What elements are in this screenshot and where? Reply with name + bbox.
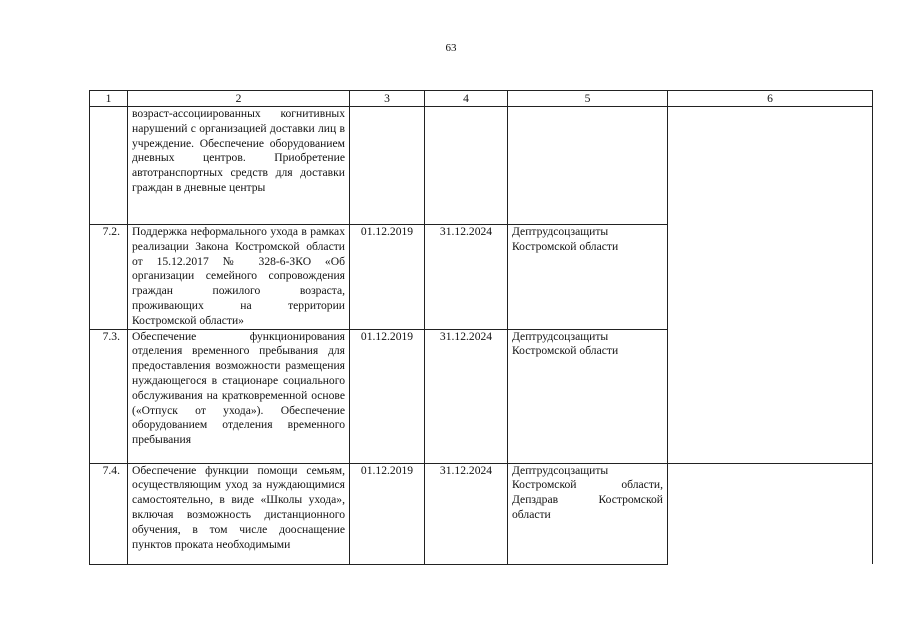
table-row <box>90 107 873 225</box>
row-end-date: 31.12.2024 <box>425 463 508 564</box>
row-executor: Дептрудсоцзащиты Костромской области, Депздрав Костромской области <box>508 463 668 564</box>
row-end-date: 31.12.2024 <box>425 329 508 463</box>
row-number: 7.2. <box>90 225 128 330</box>
row-start-date: 01.12.2019 <box>350 329 425 463</box>
row-executor: Дептрудсоцзащиты Костромской области <box>508 225 668 330</box>
plan-table <box>89 90 873 565</box>
row-description: Поддержка неформального ухода в рамках реализации Закона Костромской области от 15.12.2017 № 328-6-ЗКО «Об организации семейного сопровождения граждан пожилого возраста, проживающих на территории Костромской области» <box>128 225 350 330</box>
row-note <box>668 463 873 564</box>
row-start-date: 01.12.2019 <box>350 225 425 330</box>
row-end-date <box>425 107 508 225</box>
column-header: 2 <box>128 91 350 107</box>
column-header: 6 <box>668 91 873 107</box>
column-header: 4 <box>425 91 508 107</box>
row-number: 7.3. <box>90 329 128 463</box>
row-executor: Дептрудсоцзащиты Костромской области <box>508 329 668 463</box>
row-executor <box>508 107 668 225</box>
row-note <box>668 107 873 464</box>
row-description: возраст-ассоциированных когнитивных нарушений с организацией доставки лиц в учреждение. Обеспечение оборудованием дневных центров. Приобретение автотранспортных средств для доставки граждан в дневные центры <box>128 107 350 225</box>
page-number: 63 <box>445 42 457 54</box>
row-number: 7.4. <box>90 463 128 564</box>
row-end-date: 31.12.2024 <box>425 225 508 330</box>
row-number <box>90 107 128 225</box>
row-description: Обеспечение функционирования отделения временного пребывания для предоставления возможности размещения нуждающегося в стационаре социального обслуживания на кратковременной основе («Отпуск от ухода»). Обеспечение оборудованием отделения временного пребывания <box>128 329 350 463</box>
column-header: 5 <box>508 91 668 107</box>
row-description: Обеспечение функции помощи семьям, осуществляющим уход за нуждающимися самостоятельно, в виде «Школы ухода», включая возможность дистанционного обучения, в том числе дооснащение пунктов проката необходимыми <box>132 463 345 551</box>
row-start-date <box>350 107 425 225</box>
column-header: 1 <box>90 91 128 107</box>
row-start-date: 01.12.2019 <box>350 463 425 564</box>
table-row <box>90 463 873 564</box>
header-row <box>90 91 873 107</box>
column-header: 3 <box>350 91 425 107</box>
